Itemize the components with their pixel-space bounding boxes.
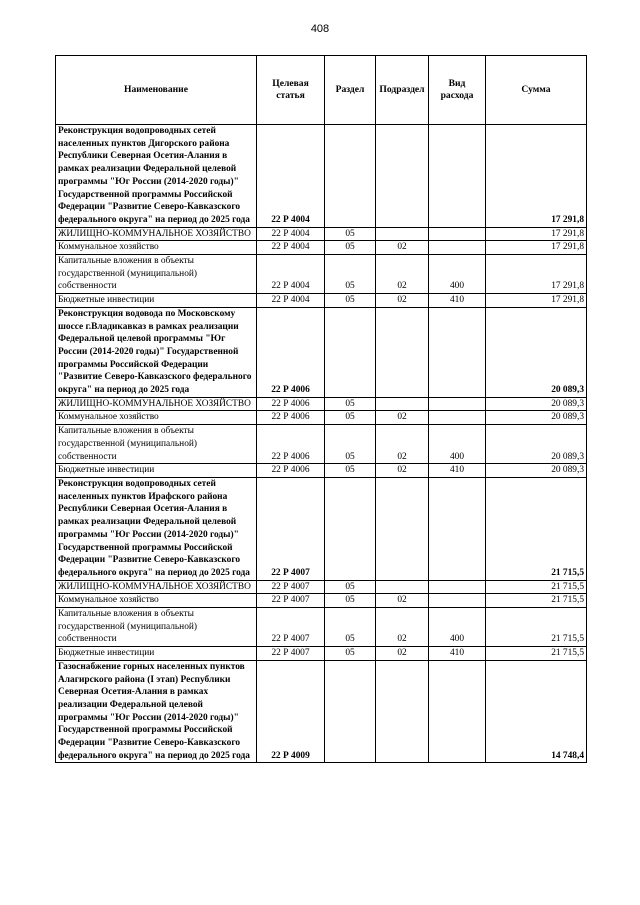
header-expense-type: Вид расхода — [429, 56, 486, 125]
cell-amount: 17 291,8 — [486, 241, 587, 255]
cell-amount: 14 748,4 — [486, 660, 587, 763]
header-section: Раздел — [325, 56, 376, 125]
cell-target: 22 Р 4007 — [257, 594, 325, 608]
cell-expense-type — [429, 397, 486, 411]
cell-amount: 21 715,5 — [486, 477, 587, 580]
cell-name: Капитальные вложения в объекты государственной (муниципальной) собственности — [56, 425, 257, 464]
cell-section: 05 — [325, 255, 376, 294]
cell-subsection: 02 — [376, 647, 429, 661]
cell-expense-type — [429, 660, 486, 763]
cell-section — [325, 660, 376, 763]
table-row — [56, 608, 587, 647]
table-row — [56, 477, 587, 580]
cell-target: 22 Р 4006 — [257, 464, 325, 478]
cell-section — [325, 125, 376, 228]
cell-target: 22 Р 4007 — [257, 608, 325, 647]
table-row — [56, 397, 587, 411]
cell-amount: 21 715,5 — [486, 608, 587, 647]
cell-section: 05 — [325, 227, 376, 241]
cell-expense-type — [429, 477, 486, 580]
cell-subsection: 02 — [376, 425, 429, 464]
cell-amount: 17 291,8 — [486, 294, 587, 308]
cell-name: Реконструкция водопроводных сетей населенных пунктов Дигорского района Республики Северная Осетия-Алания в рамках реализации Федеральной целевой программы "Юг России (2014-2020 годы)" Государственной программы Российской Федерации "Развитие Северо-Кавказского федерального округа" на период до 2025 года — [56, 125, 257, 228]
cell-amount: 20 089,3 — [486, 411, 587, 425]
cell-expense-type — [429, 594, 486, 608]
cell-target: 22 Р 4004 — [257, 294, 325, 308]
table-row — [56, 294, 587, 308]
cell-name: Реконструкция водопроводных сетей населенных пунктов Ирафского района Республики Северная Осетия-Алания в рамках реализации Федеральной целевой программы "Юг России (2014-2020 годы)" Государственной программы Российской Федерации "Развитие Северо-Кавказского федерального округа" на период до 2025 года — [56, 477, 257, 580]
header-target: Целевая статья — [257, 56, 325, 125]
cell-subsection — [376, 477, 429, 580]
cell-target: 22 Р 4004 — [257, 241, 325, 255]
cell-amount: 20 089,3 — [486, 425, 587, 464]
cell-name: ЖИЛИЩНО-КОММУНАЛЬНОЕ ХОЗЯЙСТВО — [56, 397, 257, 411]
cell-target: 22 Р 4006 — [257, 425, 325, 464]
table-row — [56, 227, 587, 241]
cell-expense-type: 400 — [429, 425, 486, 464]
cell-subsection — [376, 307, 429, 397]
cell-name: Реконструкция водовода по Московскому шоссе г.Владикавказ в рамках реализации Федеральной целевой программы "Юг России (2014-2020 годы)" Государственной программы Российской Федерации "Развитие Северо-Кавказского федерального округа" на период до 2025 года — [56, 307, 257, 397]
cell-subsection — [376, 125, 429, 228]
cell-expense-type — [429, 227, 486, 241]
cell-amount: 17 291,8 — [486, 125, 587, 228]
cell-section: 05 — [325, 397, 376, 411]
cell-subsection: 02 — [376, 464, 429, 478]
cell-section: 05 — [325, 464, 376, 478]
cell-name: Бюджетные инвестиции — [56, 294, 257, 308]
cell-target: 22 Р 4009 — [257, 660, 325, 763]
cell-name: ЖИЛИЩНО-КОММУНАЛЬНОЕ ХОЗЯЙСТВО — [56, 227, 257, 241]
budget-table — [55, 55, 587, 763]
cell-subsection: 02 — [376, 241, 429, 255]
header-name: Наименование — [56, 56, 257, 125]
cell-amount: 17 291,8 — [486, 255, 587, 294]
cell-amount: 21 715,5 — [486, 647, 587, 661]
cell-subsection — [376, 580, 429, 594]
cell-subsection — [376, 397, 429, 411]
cell-expense-type — [429, 411, 486, 425]
cell-amount: 20 089,3 — [486, 397, 587, 411]
cell-name: Коммунальное хозяйство — [56, 241, 257, 255]
table-row — [56, 255, 587, 294]
cell-amount: 21 715,5 — [486, 594, 587, 608]
table-row — [56, 660, 587, 763]
cell-amount: 20 089,3 — [486, 307, 587, 397]
table-row — [56, 125, 587, 228]
cell-name: Коммунальное хозяйство — [56, 411, 257, 425]
cell-amount: 21 715,5 — [486, 580, 587, 594]
cell-target: 22 Р 4004 — [257, 255, 325, 294]
cell-expense-type: 410 — [429, 294, 486, 308]
cell-target: 22 Р 4007 — [257, 477, 325, 580]
cell-subsection: 02 — [376, 255, 429, 294]
cell-subsection: 02 — [376, 294, 429, 308]
cell-amount: 20 089,3 — [486, 464, 587, 478]
cell-target: 22 Р 4004 — [257, 227, 325, 241]
cell-target: 22 Р 4006 — [257, 307, 325, 397]
cell-name: Коммунальное хозяйство — [56, 594, 257, 608]
cell-section: 05 — [325, 580, 376, 594]
cell-section: 05 — [325, 608, 376, 647]
table-row — [56, 580, 587, 594]
cell-section: 05 — [325, 647, 376, 661]
cell-target: 22 Р 4006 — [257, 411, 325, 425]
cell-section: 05 — [325, 241, 376, 255]
table-row — [56, 425, 587, 464]
table-row — [56, 464, 587, 478]
cell-expense-type: 410 — [429, 464, 486, 478]
cell-name: Газоснабжение горных населенных пунктов Алагирского района (I этап) Республики Северная Осетия-Алания в рамках реализации Федеральной целевой программы "Юг России (2014-2020 годы)" Государственной программы Российской Федерации "Развитие Северо-Кавказского федерального округа" на период до 2025 года — [56, 660, 257, 763]
cell-target: 22 Р 4006 — [257, 397, 325, 411]
cell-section: 05 — [325, 425, 376, 464]
table-row — [56, 241, 587, 255]
cell-target: 22 Р 4007 — [257, 580, 325, 594]
cell-subsection: 02 — [376, 411, 429, 425]
cell-expense-type: 400 — [429, 608, 486, 647]
table-row — [56, 594, 587, 608]
cell-expense-type: 400 — [429, 255, 486, 294]
table-row — [56, 647, 587, 661]
cell-expense-type — [429, 307, 486, 397]
cell-target: 22 Р 4007 — [257, 647, 325, 661]
cell-subsection: 02 — [376, 608, 429, 647]
cell-expense-type — [429, 125, 486, 228]
cell-section — [325, 477, 376, 580]
cell-subsection — [376, 227, 429, 241]
table-row — [56, 411, 587, 425]
cell-subsection — [376, 660, 429, 763]
cell-name: ЖИЛИЩНО-КОММУНАЛЬНОЕ ХОЗЯЙСТВО — [56, 580, 257, 594]
cell-section — [325, 307, 376, 397]
cell-expense-type — [429, 241, 486, 255]
cell-expense-type: 410 — [429, 647, 486, 661]
table-header-row — [56, 56, 587, 125]
cell-name: Бюджетные инвестиции — [56, 647, 257, 661]
cell-name: Капитальные вложения в объекты государственной (муниципальной) собственности — [56, 255, 257, 294]
cell-expense-type — [429, 580, 486, 594]
cell-target: 22 Р 4004 — [257, 125, 325, 228]
cell-name: Бюджетные инвестиции — [56, 464, 257, 478]
table-row — [56, 307, 587, 397]
cell-section: 05 — [325, 594, 376, 608]
header-amount: Сумма — [486, 56, 587, 125]
page-number: 408 — [310, 23, 330, 35]
cell-amount: 17 291,8 — [486, 227, 587, 241]
cell-section: 05 — [325, 411, 376, 425]
cell-name: Капитальные вложения в объекты государственной (муниципальной) собственности — [56, 608, 257, 647]
cell-section: 05 — [325, 294, 376, 308]
table-body — [56, 125, 587, 763]
header-subsection: Подраздел — [376, 56, 429, 125]
cell-subsection: 02 — [376, 594, 429, 608]
